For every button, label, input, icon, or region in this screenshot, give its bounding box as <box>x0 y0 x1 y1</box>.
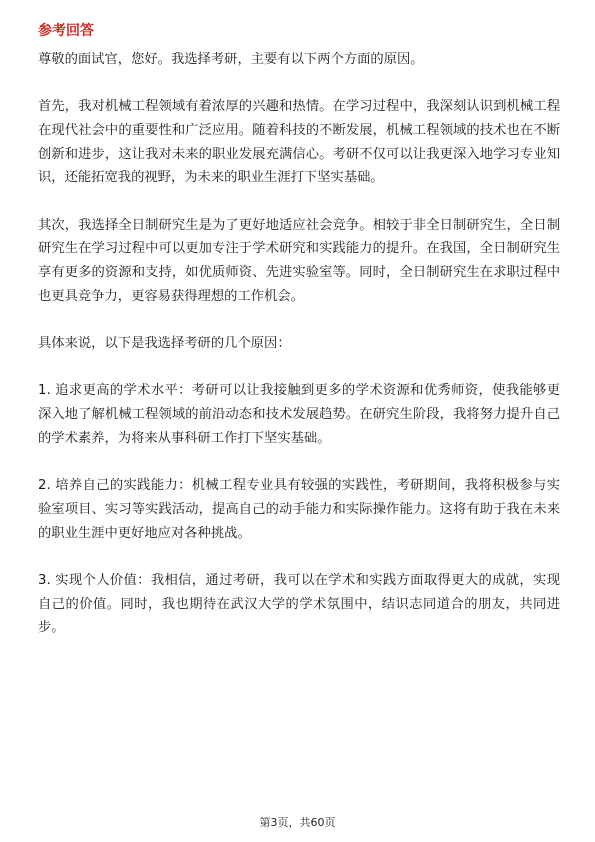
page-number: 第3页，共60页 <box>259 816 336 829</box>
answer-body <box>38 48 560 640</box>
paragraph-first-reason: 首先，我对机械工程领域有着浓厚的兴趣和热情。在学习过程中，我深刻认识到机械工程在现代社会中的重要性和广泛应用。随着科技的不断发展，机械工程领域的技术也在不断创新和进步，这让我对未来的职业发展充满信心。考研不仅可以让我更深入地学习专业知识，还能拓宽我的视野，为未来的职业生涯打下坚实基础。 <box>38 99 560 186</box>
section-heading: 参考回答 <box>38 23 94 39</box>
paragraph-greeting: 尊敬的面试官，您好。我选择考研，主要有以下两个方面的原因。 <box>38 52 424 67</box>
list-item-academic: 1. 追求更高的学术水平：考研可以让我接触到更多的学术资源和优秀师资，使我能够更深入地了解机械工程领域的前沿动态和技术发展趋势。在研究生阶段，我将努力提升自己的学术素养，为将来从事科研工作打下坚实基础。 <box>38 383 560 446</box>
paragraph-second-reason: 其次，我选择全日制研究生是为了更好地适应社会竞争。相较于非全日制研究生，全日制研究生在学习过程中可以更加专注于学术研究和实践能力的提升。在我国，全日制研究生享有更多的资源和支持，如优质师资、先进实验室等。同时，全日制研究生在求职过程中也更具竞争力，更容易获得理想的工作机会。 <box>38 217 560 304</box>
list-item-value: 3. 实现个人价值：我相信，通过考研，我可以在学术和实践方面取得更大的成就，实现自己的价值。同时，我也期待在武汉大学的学术氛围中，结识志同道合的朋友，共同进步。 <box>38 572 560 636</box>
list-item-practice: 2. 培养自己的实践能力：机械工程专业具有较强的实践性，考研期间，我将积极参与实验室项目、实习等实践活动，提高自己的动手能力和实际操作能力。这将有助于我在未来的职业生涯中更好地应对各种挑战。 <box>38 478 560 541</box>
paragraph-intro-list: 具体来说，以下是我选择考研的几个原因： <box>38 336 291 352</box>
